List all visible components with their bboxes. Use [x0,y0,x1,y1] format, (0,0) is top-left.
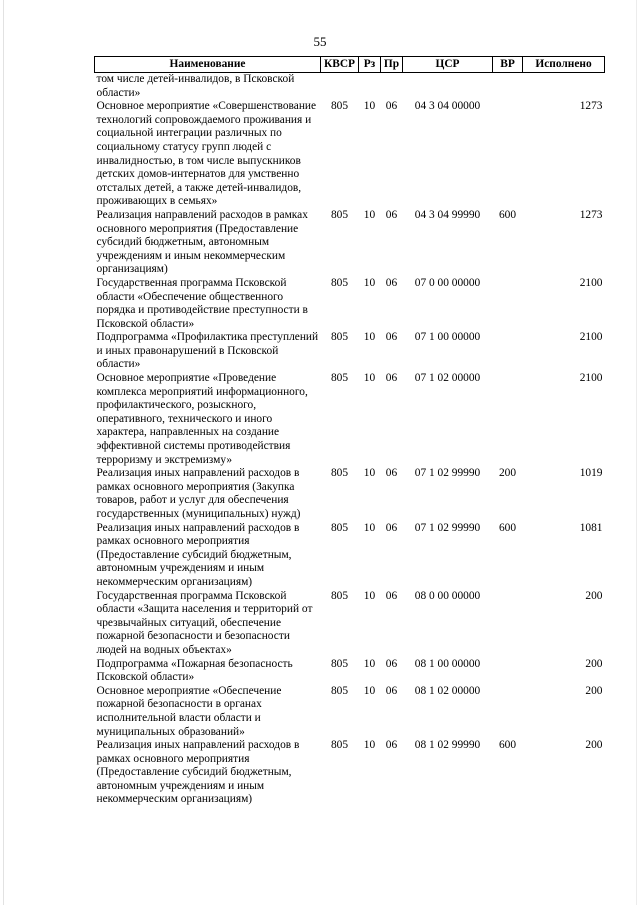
cell-rz: 10 [363,467,376,480]
cell-rz [359,73,381,101]
cell-done: 2100 [579,276,603,289]
cell-vr [493,277,523,331]
cell-kvsr: 805 [330,208,349,221]
cell-csr: 04 3 04 99990 [414,208,481,221]
table-row [95,658,605,685]
cell-name: Основное мероприятие «Проведение комплекса мероприятий информационного, профилактического, розыскного, оперативного, технического и иного характера, направленных на создание эффективной системы противодействия терроризму и экстремизму» [96,372,308,466]
cell-pr: 06 [385,100,398,113]
header-row [95,57,605,73]
table-row [95,590,605,658]
table-header [95,57,605,73]
cell-done: 200 [585,739,603,752]
cell-vr [493,73,523,101]
cell-vr [493,658,523,685]
cell-kvsr: 805 [330,372,349,385]
table-row [95,372,605,467]
cell-vr: 200 [498,467,517,480]
header-kvsr: КВСР [321,57,359,73]
cell-pr: 06 [385,372,398,385]
cell-name: Государственная программа Псковской области «Защита населения и территорий от чрезвычайных ситуаций, обеспечение пожарной безопасности и безопасности людей на водных объектах» [96,589,313,656]
cell-kvsr: 805 [330,521,349,534]
cell-pr: 06 [385,208,398,221]
cell-pr: 06 [385,521,398,534]
cell-kvsr [321,73,359,101]
cell-csr: 08 1 02 00000 [414,684,481,697]
cell-csr: 08 1 00 00000 [414,657,481,670]
header-done: Исполнено [523,57,605,73]
cell-csr: 07 1 02 00000 [414,372,481,385]
cell-vr [493,685,523,739]
cell-kvsr: 805 [330,684,349,697]
table-row [95,685,605,739]
table-row [95,277,605,331]
header-vr: ВР [493,57,523,73]
cell-done: 1019 [579,467,603,480]
cell-kvsr: 805 [330,589,349,602]
cell-rz: 10 [363,739,376,752]
cell-done: 200 [585,684,603,697]
cell-kvsr: 805 [330,331,349,344]
cell-rz: 10 [363,372,376,385]
table-row [95,73,605,101]
table-row [95,739,605,807]
cell-done [523,73,605,101]
cell-rz: 10 [363,657,376,670]
header-pr: Пр [381,57,403,73]
cell-done: 1273 [579,208,603,221]
cell-done: 2100 [579,372,603,385]
cell-name: Реализация направлений расходов в рамках основного мероприятия (Предоставление субсидий бюджетным, автономным учреждениям и иным некоммерческим организациям) [96,208,308,276]
cell-done: 1081 [579,521,603,534]
cell-rz: 10 [363,589,376,602]
cell-kvsr: 805 [330,657,349,670]
cell-csr: 07 0 00 00000 [414,276,481,289]
cell-name: Реализация иных направлений расходов в рамках основного мероприятия (Предоставление субсидий бюджетным, автономным учреждениям и иным некоммерческим организациям) [96,739,300,806]
table-row [95,209,605,277]
cell-csr [403,73,493,101]
cell-pr: 06 [385,684,398,697]
table-row [95,467,605,521]
budget-table [94,56,605,807]
cell-pr: 06 [385,331,398,344]
cell-kvsr: 805 [330,467,349,480]
header-csr: ЦСР [403,57,493,73]
cell-kvsr: 805 [330,276,349,289]
table-row [95,331,605,372]
scan-right-edge [636,0,637,905]
cell-rz: 10 [363,276,376,289]
cell-csr: 08 1 02 99990 [414,739,481,752]
cell-csr: 04 3 04 00000 [414,100,481,113]
cell-pr: 06 [385,657,398,670]
cell-csr: 07 1 00 00000 [414,331,481,344]
cell-pr: 06 [385,467,398,480]
cell-vr: 600 [498,208,517,221]
scan-left-edge [3,0,4,905]
table-row [95,522,605,590]
cell-vr [493,590,523,658]
cell-rz: 10 [363,100,376,113]
cell-done: 1273 [579,100,603,113]
cell-done: 200 [585,657,603,670]
cell-done: 2100 [579,331,603,344]
table-row [95,100,605,209]
cell-kvsr: 805 [330,739,349,752]
cell-vr [493,331,523,372]
cell-name: Реализация иных направлений расходов в рамках основного мероприятия (Закупка товаров, работ и услуг для обеспечения государственных (муниципальных) нужд) [96,467,301,520]
cell-name: Подпрограмма «Пожарная безопасность Псковской области» [96,657,293,684]
cell-rz: 10 [363,331,376,344]
cell-vr: 600 [498,521,517,534]
cell-rz: 10 [363,208,376,221]
cell-vr [493,372,523,467]
cell-vr [493,100,523,209]
cell-csr: 08 0 00 00000 [414,589,481,602]
cell-pr: 06 [385,589,398,602]
cell-pr [381,73,403,101]
cell-name: том числе детей-инвалидов, в Псковской области» [96,73,295,99]
cell-csr: 07 1 02 99990 [414,467,481,480]
cell-name: Государственная программа Псковской области «Обеспечение общественного порядка и противодействие преступности в Псковской области» [96,276,308,330]
cell-csr: 07 1 02 99990 [414,521,481,534]
cell-pr: 06 [385,276,398,289]
cell-rz: 10 [363,521,376,534]
cell-vr: 600 [498,739,517,752]
cell-pr: 06 [385,739,398,752]
cell-kvsr: 805 [330,100,349,113]
cell-done: 200 [585,589,603,602]
header-rz: Рз [359,57,381,73]
page-number: 55 [313,34,327,49]
header-name: Наименование [95,57,321,73]
cell-name: Основное мероприятие «Совершенствование технологий сопровождаемого проживания и социальной интеграции различных по социальному статусу групп людей с инвалидностью, в том числе выпускников детских домов-интернатов для умственно отсталых детей, а также детей-инвалидов, проживающих в семьях» [96,100,317,208]
cell-name: Основное мероприятие «Обеспечение пожарной безопасности в органах исполнительной власти области и муниципальных образований» [96,684,282,738]
cell-rz: 10 [363,684,376,697]
cell-name: Реализация иных направлений расходов в рамках основного мероприятия (Предоставление субсидий бюджетным, автономным учреждениям и иным некоммерческим организациям) [96,521,300,588]
cell-name: Подпрограмма «Профилактика преступлений и иных правонарушений в Псковской области» [96,331,319,371]
table-body [95,73,605,808]
